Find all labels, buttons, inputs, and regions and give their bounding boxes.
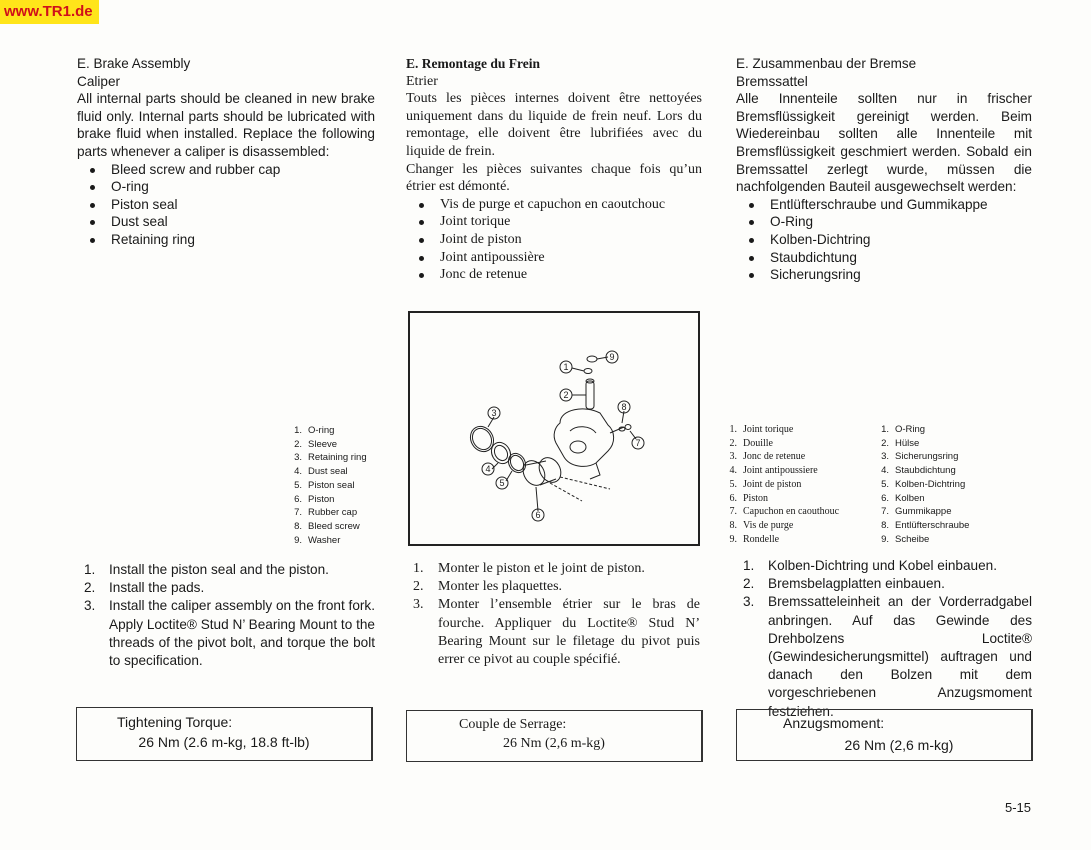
list-item: O-ring <box>77 178 375 196</box>
legend-number: 2. <box>881 437 889 449</box>
legend-row <box>872 464 969 478</box>
german-steps <box>736 557 1032 721</box>
legend-number: 5. <box>294 479 302 491</box>
legend-label: Dust seal <box>308 466 348 478</box>
page-number: 5-15 <box>1005 800 1032 815</box>
english-column <box>77 55 375 249</box>
legend-number: 3. <box>729 451 737 463</box>
legend-label: Kolben-Dichtring <box>895 478 966 490</box>
legend-row <box>285 451 367 465</box>
legend-label: Bleed screw <box>308 520 360 532</box>
legend-label: Hülse <box>895 437 920 449</box>
callout-label: 1 <box>563 362 569 372</box>
legend-number: 9. <box>294 534 302 546</box>
callout-label: 9 <box>609 352 615 362</box>
step-number: 3. <box>84 598 96 614</box>
list-item: Joint torique <box>406 213 702 231</box>
legend-row <box>872 450 969 464</box>
callout-label: 7 <box>635 438 641 448</box>
legend-number: 2. <box>729 437 737 449</box>
english-torque-box <box>76 707 373 761</box>
step-text: Monter les plaquettes. <box>438 579 563 595</box>
list-item: Joint de piston <box>406 231 702 249</box>
english-heading: E. Brake Assembly <box>77 56 191 71</box>
legend-label: Joint de piston <box>743 478 802 490</box>
step-item <box>736 575 1032 593</box>
legend-number: 1. <box>294 425 302 436</box>
french-column <box>406 55 702 284</box>
legend-label: Piston <box>743 492 769 504</box>
list-item: Jonc de retenue <box>406 266 702 284</box>
torque-value: 26 Nm (2.6 m-kg, 18.8 ft-lb) <box>138 734 310 750</box>
legend-number: 8. <box>729 519 737 531</box>
legend-number: 7. <box>729 506 737 518</box>
french-parts-list <box>406 196 702 284</box>
legend-label: Vis de purge <box>743 519 794 531</box>
callout-label: 4 <box>485 464 491 474</box>
legend-label: Sicherungsring <box>895 451 959 463</box>
torque-value: 26 Nm (2,6 m-kg) <box>503 736 605 751</box>
step-number: 1. <box>84 562 96 577</box>
list-item: Entlüfterschraube und Gummikappe <box>736 196 1032 214</box>
legend-row <box>872 505 969 519</box>
legend-row <box>720 450 839 464</box>
callout-label: 5 <box>499 478 505 488</box>
legend-row <box>285 465 367 479</box>
step-item <box>77 597 375 670</box>
legend-row <box>872 492 969 506</box>
torque-label: Couple de Serrage: <box>459 717 567 732</box>
list-item: Staubdichtung <box>736 249 1032 267</box>
legend-label: Capuchon en caouthouc <box>743 506 840 518</box>
english-steps <box>77 561 375 670</box>
legend-label: Staubdichtung <box>895 465 956 477</box>
legend-number: 6. <box>294 493 302 505</box>
french-intro-2: Changer les pièces suivantes chaque fois qu’un étrier est démonté. <box>406 161 702 195</box>
step-number: 3. <box>743 594 755 610</box>
german-parts-list <box>736 196 1032 284</box>
french-torque-box <box>406 710 703 762</box>
step-number: 2. <box>743 576 755 592</box>
legend-number: 4. <box>294 466 302 478</box>
caliper-diagram-svg <box>410 313 698 544</box>
legend-label: Washer <box>308 534 341 546</box>
legend-row <box>285 534 367 548</box>
legend-label: Joint antipoussiere <box>743 465 818 477</box>
list-item: Dust seal <box>77 213 375 231</box>
callout-label: 8 <box>621 402 627 412</box>
legend-row <box>872 478 969 492</box>
legend-number: 1. <box>729 424 737 435</box>
legend-row <box>285 493 367 507</box>
list-item: Joint antipoussière <box>406 249 702 267</box>
legend-number: 5. <box>729 478 737 490</box>
legend-number: 8. <box>881 519 889 531</box>
german-torque-box <box>736 709 1033 761</box>
step-text: Bremsbelagplatten einbauen. <box>768 576 945 592</box>
step-number: 2. <box>84 580 96 596</box>
german-heading: E. Zusammenbau der Bremse <box>736 56 917 71</box>
legend-number: 4. <box>729 465 737 477</box>
french-heading: E. Remontage du Frein <box>406 56 540 71</box>
step-text: Monter l’ensemble étrier sur le bras de fourche. Appliquer du Loctite® Stud N’ Bearing Mount sur le filetage du pivot puis errer ce pivot au couple spécifié. <box>438 597 700 668</box>
german-column <box>736 55 1032 284</box>
list-item: Piston seal <box>77 196 375 214</box>
step-text: Install the piston seal and the piston. <box>109 562 329 577</box>
legend-number: 2. <box>294 438 302 450</box>
watermark-url[interactable]: www.TR1.de <box>0 0 99 24</box>
german-legend <box>872 423 969 546</box>
german-subheading: Bremssattel <box>736 73 808 89</box>
legend-row <box>872 519 969 533</box>
legend-number: 4. <box>881 465 889 477</box>
step-number: 1. <box>413 561 424 576</box>
legend-label: Sleeve <box>308 438 338 450</box>
french-intro: Touts les pièces internes doivent être nettoyées uniquement dans du liquide de frein neuf. Lors du remontage, elle doivent être lubrifiées avec du liquide de frein. <box>406 91 702 159</box>
step-number: 1. <box>743 558 755 573</box>
step-item <box>736 593 1032 720</box>
english-legend <box>285 424 367 547</box>
legend-number: 3. <box>294 452 302 464</box>
torque-value: 26 Nm (2,6 m-kg) <box>844 737 954 753</box>
legend-label: Kolben <box>895 492 925 504</box>
list-item: Kolben-Dichtring <box>736 231 1032 249</box>
step-item <box>77 561 375 579</box>
step-number: 3. <box>413 597 424 613</box>
step-text: Kolben-Dichtring und Kobel einbauen. <box>768 558 997 573</box>
legend-row <box>720 519 839 533</box>
legend-label: Piston <box>308 493 335 505</box>
step-text: Bremssatteleinheit an der Vorderradgabel anbringen. Auf das Gewinde des Drehbolzens Loctite® (Gewindesicherungsmittel) auftragen und danach den Bolzen mit dem vorgeschriebenen Anzugsmoment festziehen. <box>768 594 1032 719</box>
legend-row <box>720 464 839 478</box>
callout-label: 2 <box>563 390 569 400</box>
legend-number: 7. <box>881 506 889 518</box>
legend-row <box>285 438 367 452</box>
legend-row <box>285 424 367 438</box>
step-text: Monter le piston et le joint de piston. <box>438 561 645 576</box>
legend-label: Piston seal <box>308 479 355 491</box>
legend-number: 5. <box>881 478 889 490</box>
legend-label: Rubber cap <box>308 507 358 519</box>
legend-row <box>720 437 839 451</box>
step-item <box>406 578 700 596</box>
legend-row <box>285 520 367 534</box>
step-item <box>736 557 1032 575</box>
legend-row <box>872 533 969 547</box>
legend-label: Joint torique <box>743 424 794 435</box>
legend-number: 9. <box>881 533 889 545</box>
legend-row <box>720 505 839 519</box>
french-steps <box>406 560 700 669</box>
legend-label: Scheibe <box>895 533 930 545</box>
legend-label: Douille <box>743 437 773 449</box>
legend-label: O-ring <box>308 425 335 436</box>
torque-label: Tightening Torque: <box>117 714 233 730</box>
torque-label: Anzugsmoment: <box>783 715 885 731</box>
legend-row <box>720 478 839 492</box>
caliper-exploded-diagram <box>408 311 700 546</box>
legend-label: Rondelle <box>743 533 780 545</box>
german-intro: Alle Innenteile sollten nur in frischer Bremsflüssigkeit gereinigt werden. Beim Wiedereinbau sollten alle Innenteile mit Bremsflüssigkeit geschmiert werden. Sobald ein Bremssattel zerlegt wurde, müssen die nachfolgenden Bauteil ausgewechselt werden: <box>736 91 1032 195</box>
legend-number: 8. <box>294 520 302 532</box>
step-text: Install the pads. <box>109 580 205 596</box>
callout-label: 6 <box>535 510 541 520</box>
legend-label: O-Ring <box>895 424 926 435</box>
legend-number: 7. <box>294 507 302 519</box>
legend-row <box>872 423 969 437</box>
french-legend <box>720 423 839 546</box>
list-item: Sicherungsring <box>736 266 1032 284</box>
step-text: Install the caliper assembly on the front fork. Apply Loctite® Stud N’ Bearing Mount to the threads of the pivot bolt, and torque the bolt to specification. <box>109 598 375 669</box>
legend-number: 6. <box>881 492 889 504</box>
step-item <box>406 596 700 669</box>
legend-row <box>285 479 367 493</box>
callout-label: 3 <box>491 408 497 418</box>
step-item <box>406 560 700 578</box>
list-item: O-Ring <box>736 213 1032 231</box>
french-subheading: Etrier <box>406 73 438 89</box>
english-subheading: Caliper <box>77 73 121 89</box>
legend-row <box>720 533 839 547</box>
legend-row <box>285 506 367 520</box>
legend-number: 3. <box>881 451 889 463</box>
legend-label: Retaining ring <box>308 452 367 464</box>
list-item: Bleed screw and rubber cap <box>77 161 375 179</box>
legend-number: 6. <box>729 492 737 504</box>
legend-number: 9. <box>729 533 737 545</box>
legend-label: Entlüfterschraube <box>895 519 970 531</box>
list-item: Vis de purge et capuchon en caoutchouc <box>406 196 702 214</box>
list-item: Retaining ring <box>77 231 375 249</box>
step-number: 2. <box>413 579 424 595</box>
legend-label: Gummikappe <box>895 506 952 518</box>
legend-row <box>872 437 969 451</box>
legend-label: Jonc de retenue <box>743 451 806 463</box>
english-intro: All internal parts should be cleaned in new brake fluid only. Internal parts should be lubricated with brake fluid when installed. Replace the following parts whenever a caliper is disassembled: <box>77 91 375 159</box>
legend-row <box>720 492 839 506</box>
step-item <box>77 579 375 597</box>
legend-number: 1. <box>881 424 889 435</box>
english-parts-list <box>77 161 375 249</box>
legend-row <box>720 423 839 437</box>
